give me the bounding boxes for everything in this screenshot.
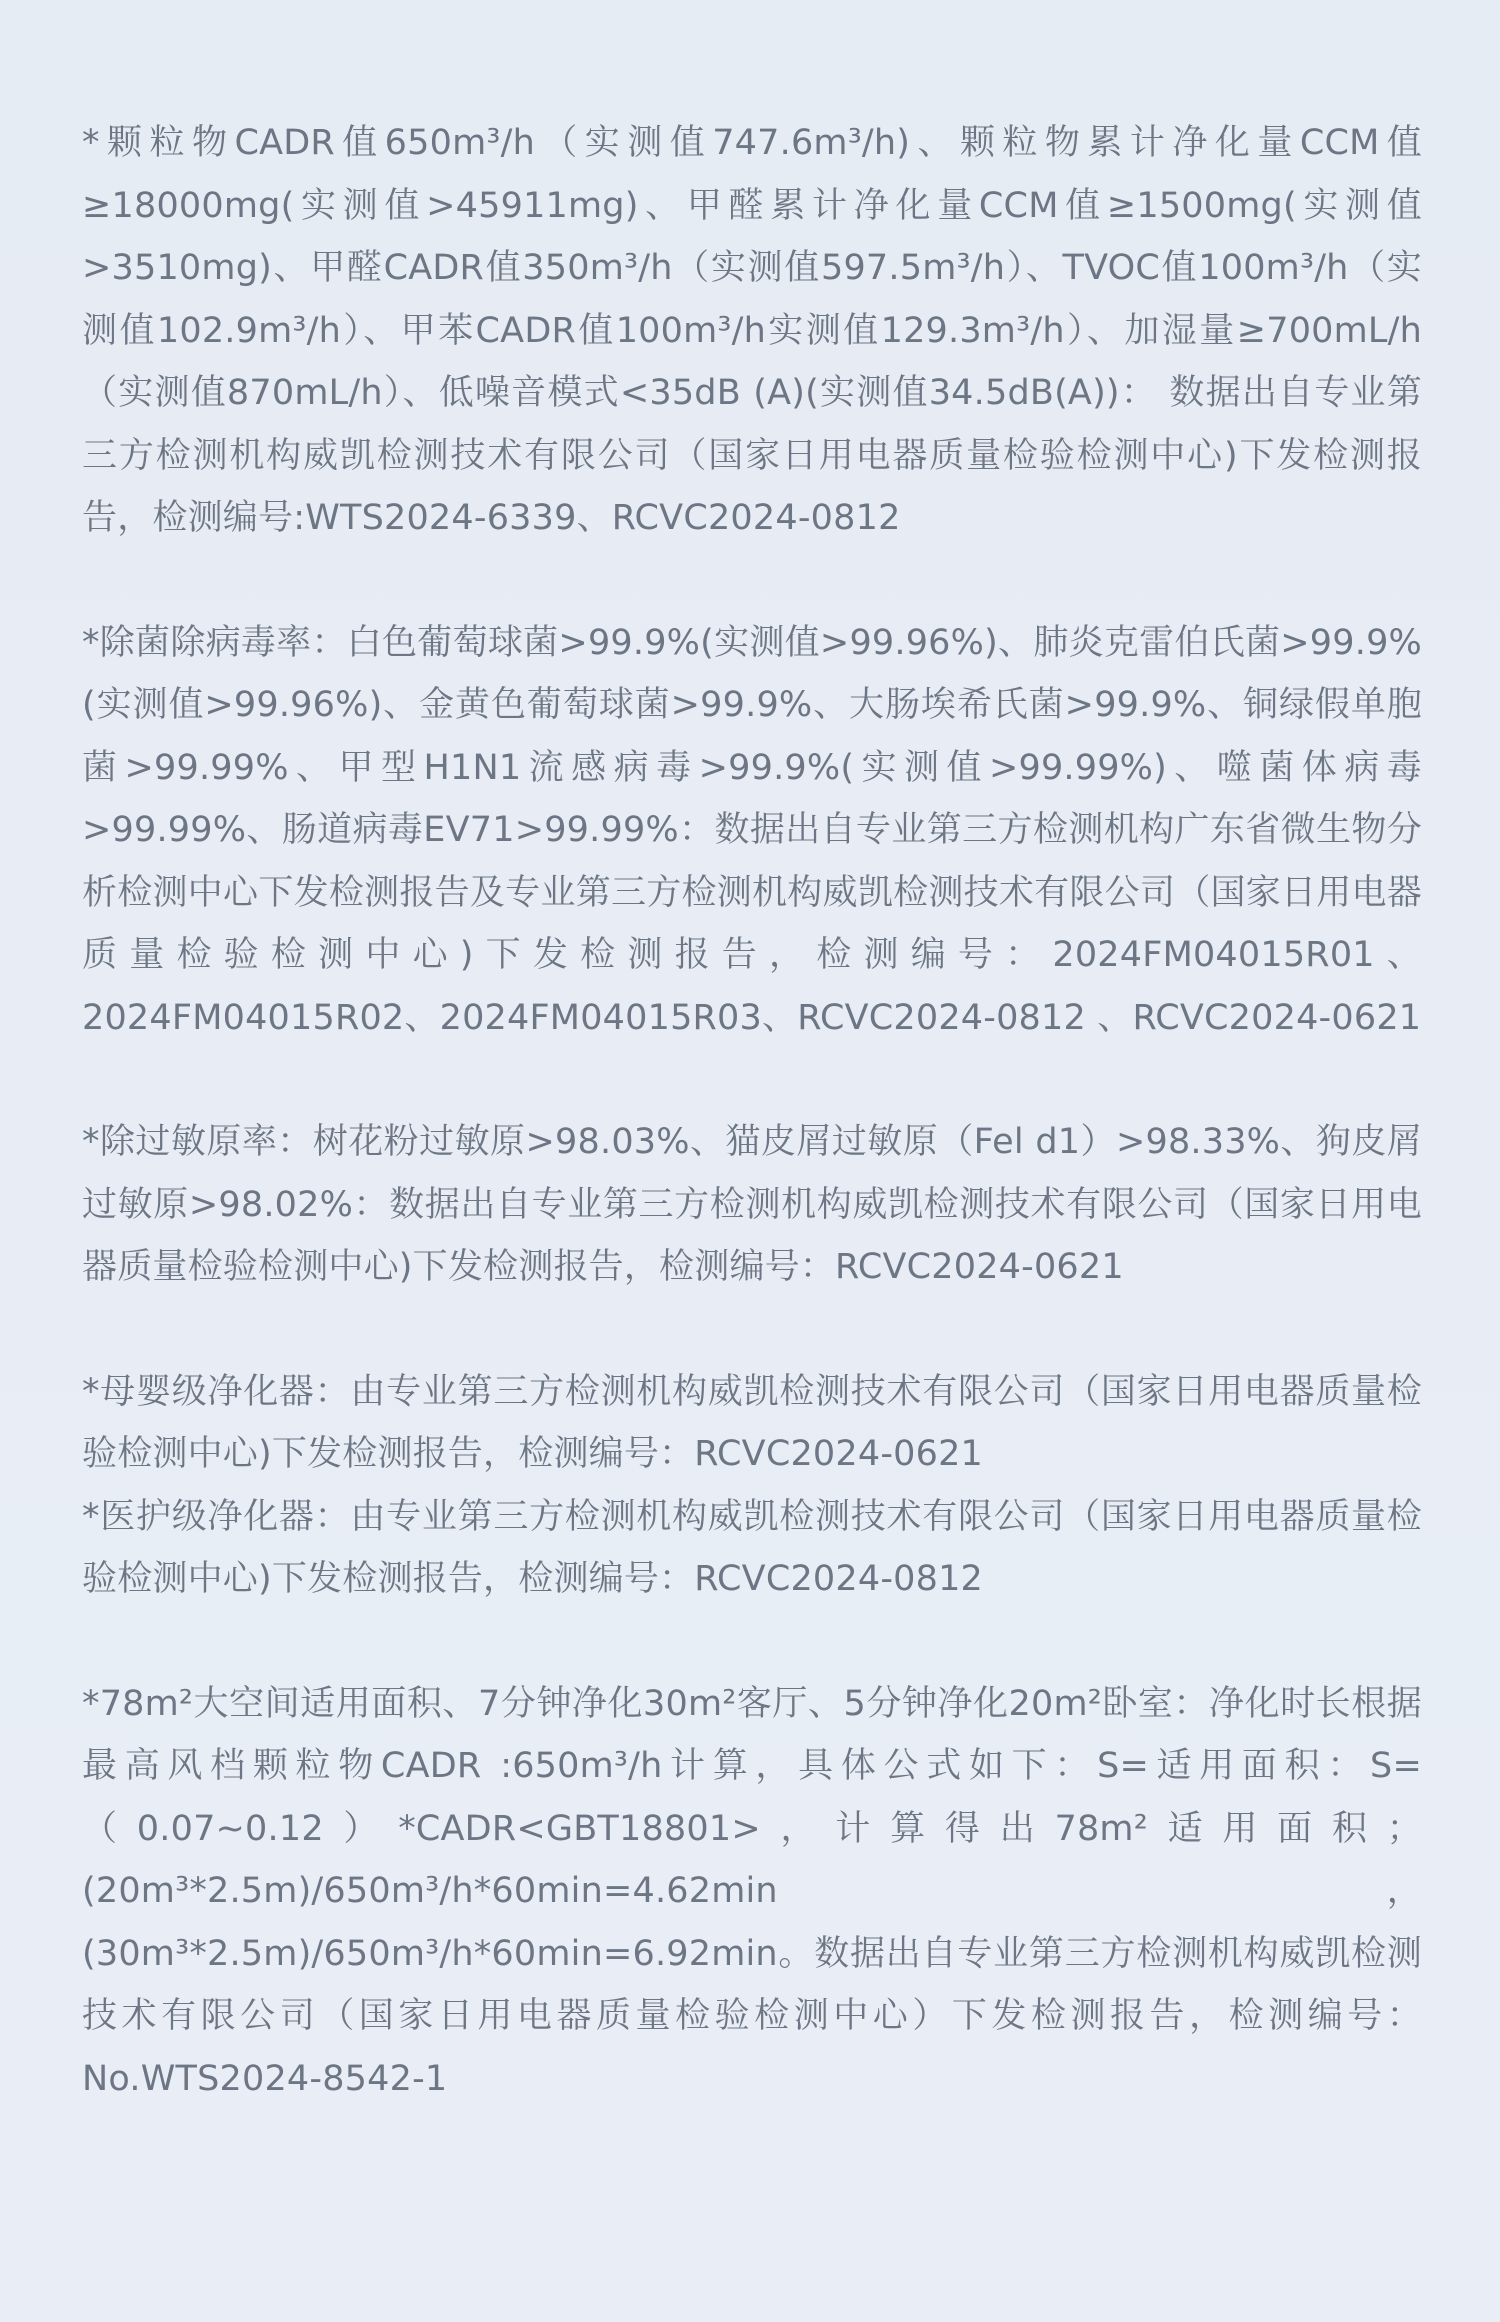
note-sterilization-rate: *除菌除病毒率：白色葡萄球菌>99.9%(实测值>99.96%)、肺炎克雷伯氏菌>99.9%(实测值>99.96%)、金黄色葡萄球菌>99.9%、大肠埃希氏菌>99.9%、铜绿假单胞菌>99.99%、甲型H1N1流感病毒>99.9%(实测值>99.99%)、噬菌体病毒>99.99%、肠道病毒EV71>99.99%：数据出自专业第三方检测机构广东省微生物分析检测中心下发检测报告及专业第三方检测机构威凯检测技术有限公司（国家日用电器质量检验检测中心)下发检测报告，检测编号：2024FM04015R01、2024FM04015R02、2024FM04015R03、RCVC2024-0812 、RCVC2024-0621 xyxy=(82,622,1422,1038)
note-medical-grade: *医护级净化器：由专业第三方检测机构威凯检测技术有限公司（国家日用电器质量检验检测中心)下发检测报告，检测编号：RCVC2024-0812 xyxy=(82,1496,1422,1599)
note-maternal-infant-grade: *母婴级净化器：由专业第三方检测机构威凯检测技术有限公司（国家日用电器质量检验检测中心)下发检测报告，检测编号：RCVC2024-0621 xyxy=(82,1371,1422,1474)
note-applicable-area: *78m²大空间适用面积、7分钟净化30m²客厅、5分钟净化20m²卧室：净化时长根据最高风档颗粒物CADR :650m³/h计算，具体公式如下：S=适用面积：S=（0.07~0.12）*CADR<GBT18801>，计算得出78m²适用面积；(20m³*2.5m)/650m³/h*60min=4.62min，(30m³*2.5m)/650m³/h*60min=6.92min。数据出自专业第三方检测机构威凯检测技术有限公司（国家日用电器质量检验检测中心）下发检测报告，检测编号：No.WTS2024-8542-1 xyxy=(82,1683,1422,2099)
note-particle-formaldehyde: *颗粒物CADR值650m³/h（实测值747.6m³/h)、颗粒物累计净化量CCM值≥18000mg(实测值>45911mg)、甲醛累计净化量CCM值≥1500mg(实测值>3510mg)、甲醛CADR值350m³/h（实测值597.5m³/h）、TVOC值100m³/h（实测值102.9m³/h）、甲苯CADR值100m³/h实测值129.3m³/h）、加湿量≥700mL/h（实测值870mL/h）、低噪音模式<35dB (A)(实测值34.5dB(A))： 数据出自专业第三方检测机构威凯检测技术有限公司（国家日用电器质量检验检测中心)下发检测报告，检测编号:WTS2024-6339、RCVC2024-0812 xyxy=(82,123,1422,538)
disclaimer-notes xyxy=(82,112,1422,2110)
note-allergen-removal: *除过敏原率：树花粉过敏原>98.03%、猫皮屑过敏原（Fel d1）>98.33%、狗皮屑过敏原>98.02%：数据出自专业第三方检测机构威凯检测技术有限公司（国家日用电器质量检验检测中心)下发检测报告，检测编号：RCVC2024-0621 xyxy=(82,1122,1422,1287)
